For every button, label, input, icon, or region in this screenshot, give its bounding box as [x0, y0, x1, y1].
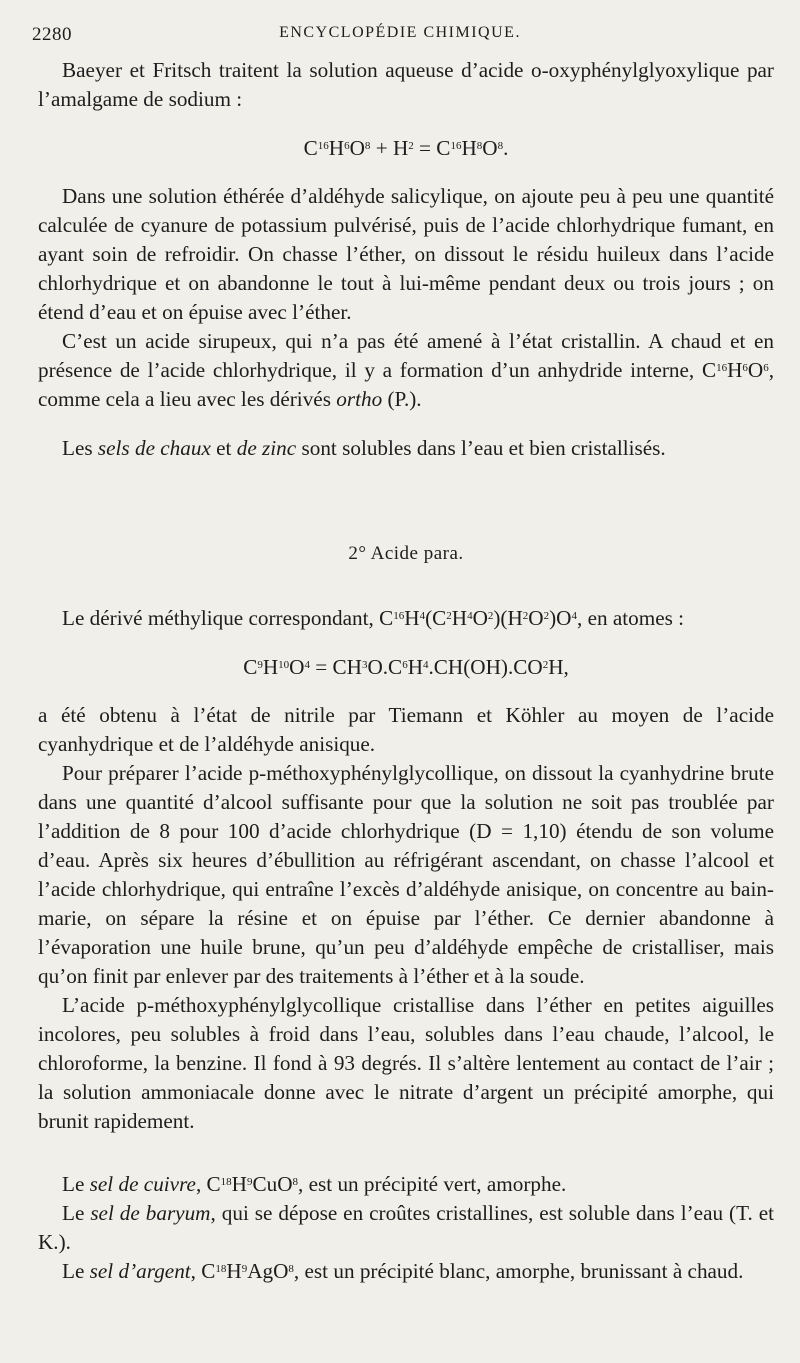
paragraph-2: Dans une solution éthérée d’aldéhyde salicylique, on ajoute peu à peu une quantité calculée de cyanure de potassium pulvérisé, puis de l’acide chlorhydrique fumant, en ayant soin de refroidir. On chasse l’éther, on dissout le résidu huileux dans l’acide chlorhydrique et on abandonne le tout à lui-même pendant deux ou trois jours ; on étend d’eau et on épuise avec l’éther.: [38, 184, 774, 324]
paragraph-6: a été obtenu à l’état de nitrile par Tiemann et Köhler au moyen de l’acide cyanhydrique et de l’aldéhyde anisique.: [38, 703, 774, 756]
page-body: [38, 56, 774, 1286]
section-heading: 2° Acide para.: [348, 543, 464, 564]
paragraph-4: Les sels de chaux et de zinc sont solubles dans l’eau et bien cristallisés.: [62, 436, 666, 460]
paragraph-5: Le dérivé méthylique correspondant, $C^{16}H^4(C^2H^4O^2)(H^2O^2)O^4$, en atomes :: [62, 606, 685, 630]
page-header: [0, 18, 800, 48]
running-title: ENCYCLOPÉDIE CHIMIQUE.: [279, 24, 521, 41]
paragraph-3: C’est un acide sirupeux, qui n’a pas été amené à l’état cristallin. A chaud et en présence de l’acide chlorhydrique, il y a formation d’un anhydride interne, $C^{16}H^6O^6$, comme cela a lieu avec les dérivés ortho (P.).: [38, 329, 774, 411]
formula-1: $C^{16}H^6O^8 + H^2 = C^{16}H^8O^8$.: [303, 136, 509, 160]
paragraph-9: Le sel de cuivre, $C^{18}H^9CuO^8$, est un précipité vert, amorphe.: [62, 1172, 567, 1196]
paragraph-1: Baeyer et Fritsch traitent la solution aqueuse d’acide o-oxyphénylglyoxylique par l’amalgame de sodium :: [38, 58, 774, 111]
formula-2: $C^9H^{10}O^4 = CH^3O.C^6H^4.CH(OH).CO^2H$,: [243, 655, 569, 679]
paragraph-8: L’acide p-méthoxyphénylglycollique cristallise dans l’éther en petites aiguilles incolores, peu solubles à froid dans l’eau, solubles dans l’eau chaude, l’alcool, le chloroforme, la benzine. Il fond à 93 degrés. Il s’altère lentement au contact de l’air ; la solution ammoniacale donne avec le nitrate d’argent un précipité amorphe, qui brunit rapidement.: [38, 993, 774, 1133]
page-number: 2280: [32, 24, 72, 45]
paragraph-11: Le sel d’argent, $C^{18}H^9AgO^8$, est un précipité blanc, amorphe, brunissant à chaud.: [62, 1259, 744, 1283]
paragraph-7: Pour préparer l’acide p-méthoxyphénylglycollique, on dissout la cyanhydrine brute dans une quantité d’alcool suffisante pour que la solution ne soit pas troublée par l’addition de 8 pour 100 d’acide chlorhydrique (D = 1,10) étendu de son volume d’eau. Après six heures d’ébullition au réfrigérant ascendant, on chasse l’alcool et l’acide chlorhydrique, qui entraîne l’excès d’aldéhyde anisique, on concentre au bain-marie, on sépare la résine et on épuise par l’éther. Ce dernier abandonne à l’évaporation une huile brune, qu’un peu d’aldéhyde empêche de cristalliser, mais qu’on finit par enlever par des traitements à l’éther et à la soude.: [38, 761, 774, 988]
paragraph-10: Le sel de baryum, qui se dépose en croûtes cristallines, est soluble dans l’eau (T. et K.).: [38, 1201, 774, 1254]
